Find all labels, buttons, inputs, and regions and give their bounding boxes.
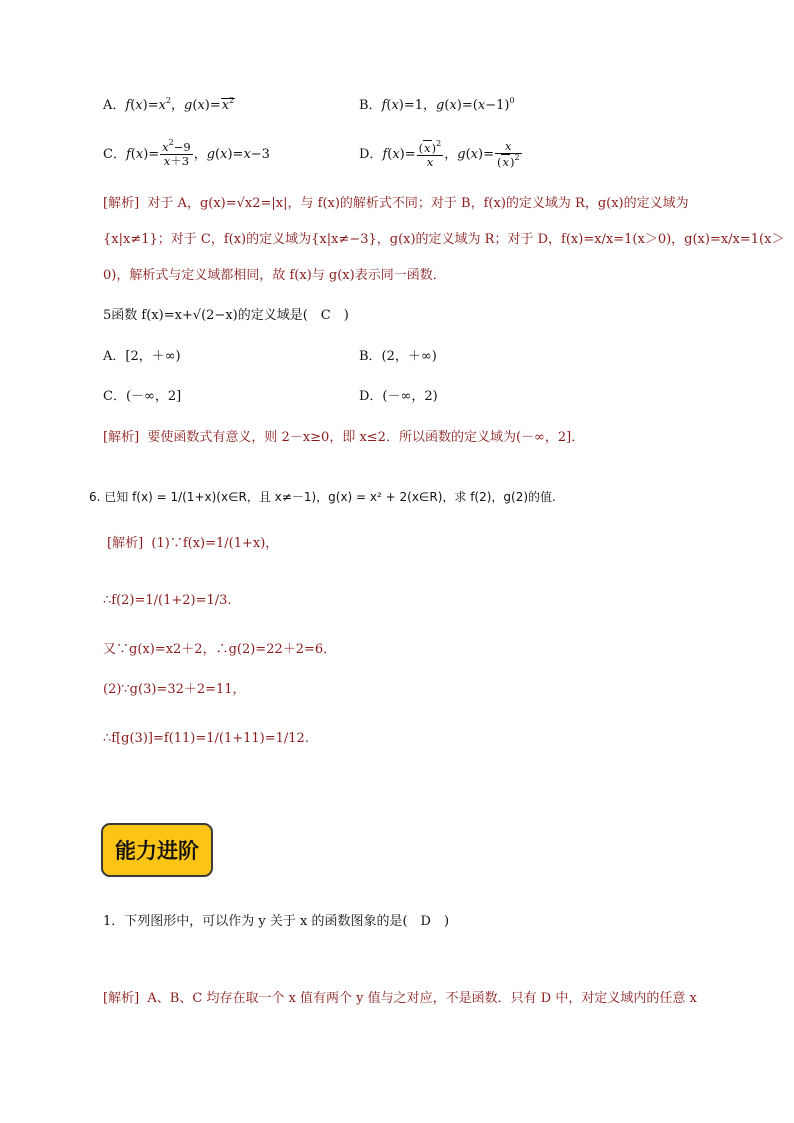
q4-analysis-line2: {x|x≠1}；对于 C，f(x)的定义域为{x|x≠−3}，g(x)的定义域为 R；对于 D，f(x)=x/x=1(x＞0)，g(x)=x/x=1(x＞	[103, 232, 785, 247]
q4-option-c: C．f(x)= $\frac{x^2-9}{x+3}$ ，g(x)=x−3	[103, 138, 270, 168]
q5-option-d: D．(－∞，2)	[359, 389, 438, 404]
q4-option-a: A．$f(x)=x^2$，$g(x)=x^2$	[103, 96, 235, 113]
q5-analysis: [解析] 要使函数式有意义，则 2－x≥0，即 x≤2．所以函数的定义域为(－∞，2]．	[103, 430, 585, 445]
q5-option-c: C．(－∞，2]	[103, 389, 182, 404]
q6-step5: ∴f[g(3)]=f(11)=1/(1+11)=1/12.	[103, 731, 309, 746]
q6-stem: 6. 已知 f(x) = 1/(1+x)(x∈R，且 x≠－1)，g(x) = x² + 2(x∈R)，求 f(2)，g(2)的值.	[89, 490, 556, 504]
q4-option-b: B．f(x)=1，$g(x)=(x-1)^0$	[359, 96, 515, 113]
q6-step2: ∴f(2)=1/(1+2)=1/3.	[103, 593, 232, 608]
q6-step4: (2)∵g(3)=32＋2=11，	[103, 682, 246, 697]
q5-option-a: A．[2，＋∞)	[103, 349, 181, 364]
q6-step1: [解析] (1)∵f(x)=1/(1+x)，	[107, 536, 279, 551]
p1-stem: 1．下列图形中，可以作为 y 关于 x 的函数图象的是( D )	[103, 914, 450, 929]
section-badge: 能力进阶	[101, 823, 213, 877]
q4-option-d: D．f(x)= $\frac{(x)^2}{x}$ ，g(x)= $\frac{x}{(x)^2}$	[359, 139, 520, 169]
q4-analysis-line1: [解析] 对于 A，g(x)=√x2=|x|，与 f(x)的解析式不同；对于 B，f(x)的定义域为 R，g(x)的定义域为	[103, 196, 689, 211]
q5-stem: 5函数 f(x)=x+√(2−x)的定义域是( C )	[103, 308, 349, 323]
q5-option-b: B．(2，＋∞)	[359, 349, 437, 364]
q4-analysis-line3: 0)，解析式与定义域都相同，故 f(x)与 g(x)表示同一函数．	[103, 268, 446, 283]
p1-analysis: [解析] A、B、C 均存在取一个 x 值有两个 y 值与之对应，不是函数．只有 D 中，对定义域内的任意 x	[103, 991, 697, 1006]
q6-step3: 又∵g(x)=x2＋2，∴g(2)=22＋2=6．	[103, 642, 337, 657]
